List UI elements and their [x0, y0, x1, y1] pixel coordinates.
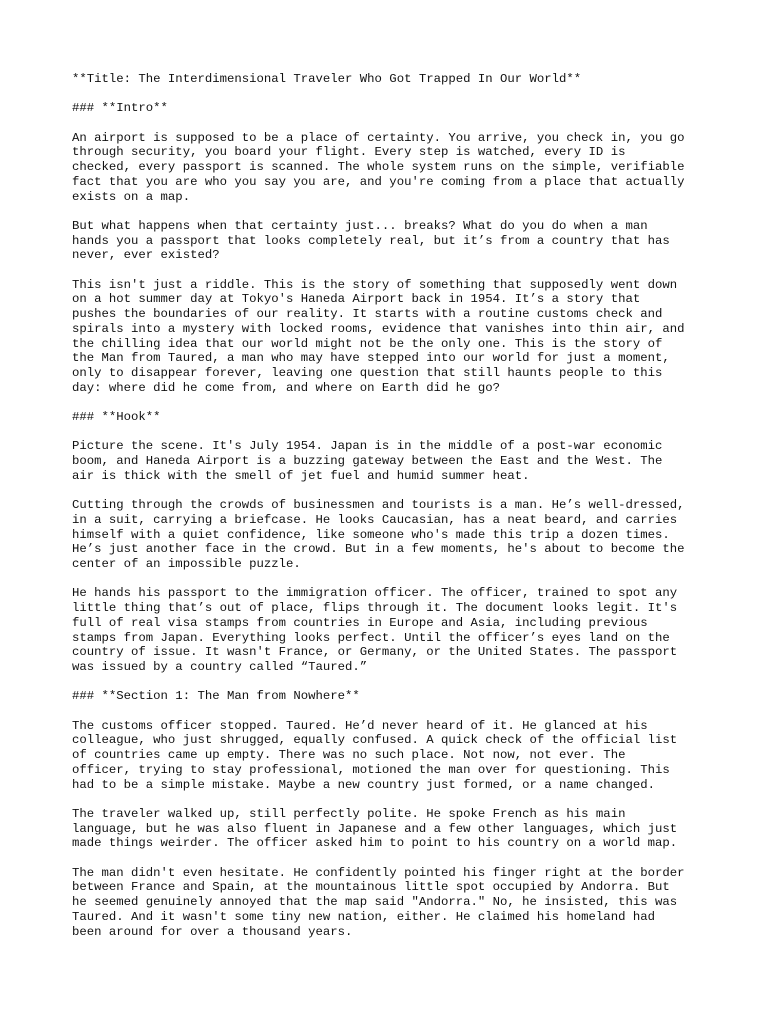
section1-paragraph-1: The customs officer stopped. Taured. He’d never heard of it. He glanced at his colleague, who just shrugged, equally confused. A quick check of the official list of countries came up empty. There was no such place. Not now, not ever. The officer, trying to stay professional, motioned the man over for questioning. This had to be a simple mistake. Maybe a new country just formed, or a name changed. — [72, 718, 678, 792]
document-title: **Title: The Interdimensional Traveler Who Got Trapped In Our World** — [72, 72, 582, 86]
section1-paragraph-3: The man didn't even hesitate. He confidently pointed his finger right at the border between France and Spain, at the mountainous little spot occupied by Andorra. But he seemed genuinely annoyed that the map said "Andorra." No, he insisted, this was Taured. And it wasn't some tiny new nation, either. He claimed his homeland had been around for over a thousand years. — [72, 865, 685, 939]
intro-heading: ### **Intro** — [72, 101, 168, 116]
intro-paragraph-3: This isn't just a riddle. This is the story of something that supposedly went down on a hot summer day at Tokyo's Haneda Airport back in 1954. It’s a story that pushes the boundaries of our reality. It starts with a routine customs check and spirals into a mystery with locked rooms, evidence that vanishes into thin air, and the chilling idea that our world might not be the only one. This is the story of the Man from Taured, a man who may have stepped into our world for just a moment, only to disappear forever, leaving one question that still haunts people to this day: where did he come from, and where on Earth did he go? — [72, 277, 685, 395]
hook-heading: ### **Hook** — [72, 410, 161, 425]
hook-paragraph-1: Picture the scene. It's July 1954. Japan is in the middle of a post-war economic boom, and Haneda Airport is a buzzing gateway between the East and the West. The air is thick with the smell of jet fuel and humid summer heat. — [72, 439, 663, 483]
section1-paragraph-2: The traveler walked up, still perfectly polite. He spoke French as his main language, but he was also fluent in Japanese and a few other languages, which just made things weirder. The officer asked him to point to his country on a world map. — [72, 806, 678, 851]
section1-heading: ### **Section 1: The Man from Nowhere** — [72, 689, 360, 704]
intro-paragraph-2: But what happens when that certainty just... breaks? What do you do when a man hands you a passport that looks completely real, but it’s from a country that has never, ever existed? — [72, 218, 670, 263]
hook-paragraph-2: Cutting through the crowds of businessmen and tourists is a man. He’s well-dressed, in a suit, carrying a briefcase. He looks Caucasian, has a neat beard, and carries himself with a quiet confidence, like someone who's made this trip a dozen times. He’s just another face in the crowd. But in a few moments, he's about to become the center of an impossible puzzle. — [72, 498, 685, 572]
hook-paragraph-3: He hands his passport to the immigration officer. The officer, trained to spot any little thing that’s out of place, flips through it. The document looks legit. It's full of real visa stamps from countries in Europe and Asia, including previous stamps from Japan. Everything looks perfect. Until the officer’s eyes land on the country of issue. It wasn't France, or Germany, or the United States. The passport was issued by a country called “Taured.” — [72, 586, 678, 674]
intro-paragraph-1: An airport is supposed to be a place of certainty. You arrive, you check in, you go through security, you board your flight. Every step is watched, every ID is checked, every passport is scanned. The whole system runs on the simple, verifiable fact that you are who you say you are, and you're coming from a place that actually exists on a map. — [72, 130, 685, 204]
